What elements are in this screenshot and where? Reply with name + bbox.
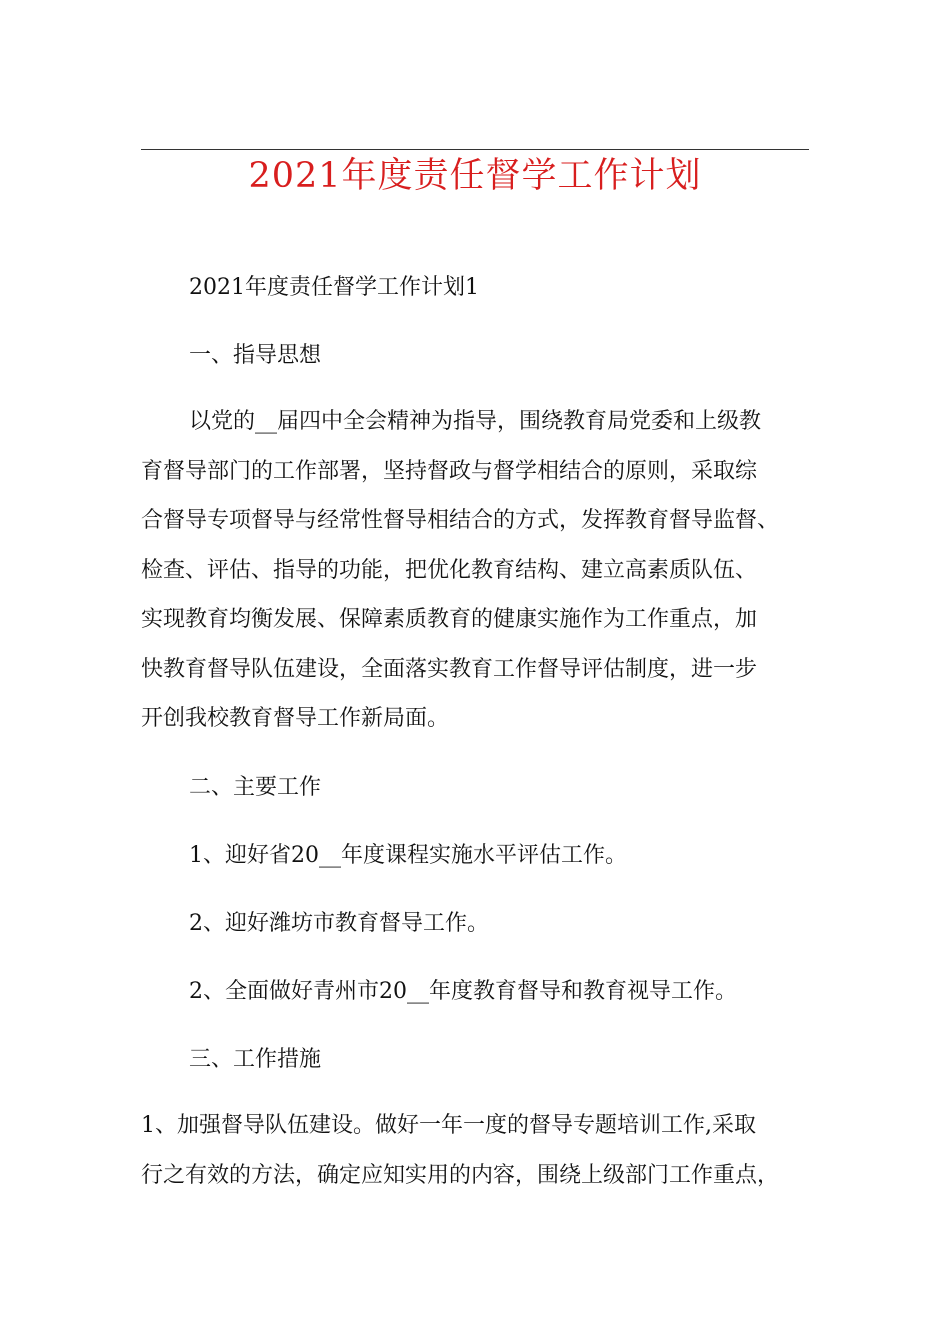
list-item-main-work-1: 1、迎好省20__年度课程实施水平评估工作。	[189, 843, 627, 868]
document-title: 2021年度责任督学工作计划	[248, 156, 702, 196]
paragraph-measures	[141, 1101, 809, 1200]
paragraph-line: 快教育督导队伍建设，全面落实教育工作督导评估制度，进一步	[141, 656, 758, 682]
paragraph-line: 1、加强督导队伍建设。做好一年一度的督导专题培训工作,采取	[141, 1113, 756, 1138]
paragraph-line: 检查、评估、指导的功能，把优化教育结构、建立高素质队伍、	[141, 557, 758, 583]
document-subtitle: 2021年度责任督学工作计划1	[189, 275, 479, 300]
paragraph-line: 开创我校教育督导工作新局面。	[141, 706, 450, 731]
paragraph-line: 以党的__届四中全会精神为指导，围绕教育局党委和上级教	[189, 409, 762, 434]
section-heading-main-work: 二、主要工作	[189, 775, 322, 800]
section-heading-measures: 三、工作措施	[189, 1047, 322, 1072]
paragraph-line: 合督导专项督导与经常性督导相结合的方式，发挥教育督导监督、	[141, 508, 780, 533]
list-item-main-work-2: 2、迎好潍坊市教育督导工作。	[189, 911, 489, 936]
paragraph-line: 行之有效的方法，确定应知实用的内容，围绕上级部门工作重点，	[141, 1162, 780, 1188]
paragraph-guiding-thought	[141, 397, 809, 744]
paragraph-line: 实现教育均衡发展、保障素质教育的健康实施作为工作重点，加	[141, 607, 758, 632]
paragraph-line: 育督导部门的工作部署，坚持督政与督学相结合的原则，采取综	[141, 458, 758, 484]
section-heading-guiding-thought: 一、指导思想	[189, 343, 322, 368]
list-item-main-work-3: 2、全面做好青州市20__年度教育督导和教育视导工作。	[189, 979, 737, 1004]
